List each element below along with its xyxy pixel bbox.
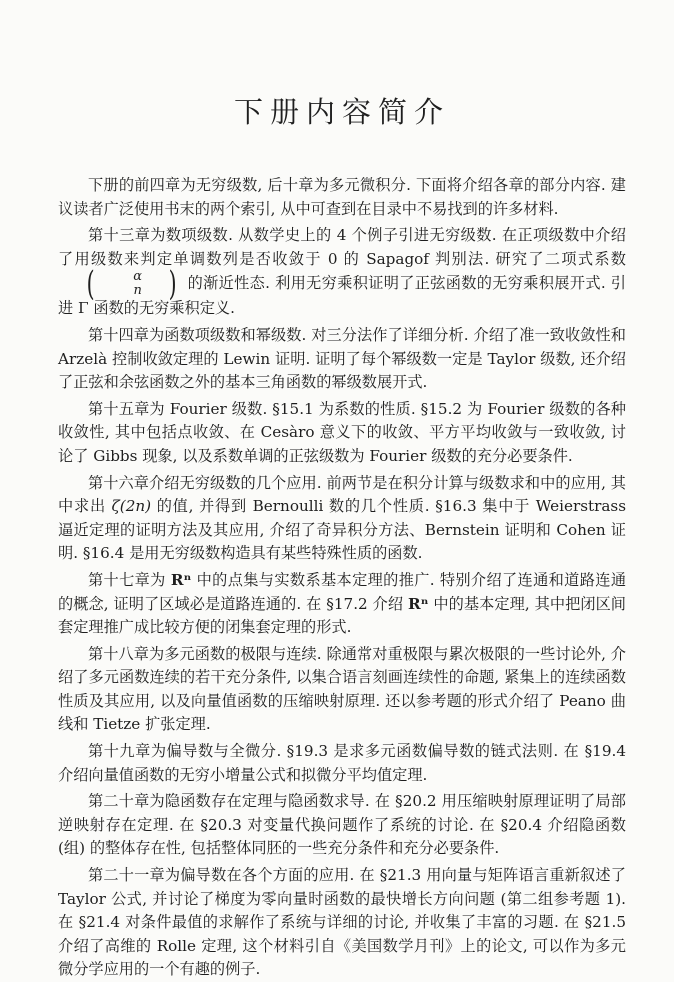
paragraph-ch13-part2: 的渐近性态. 利用无穷乘积证明了正弦函数的无穷乘积展开式. 引进 Γ 函数的无穷乘积定义. xyxy=(58,274,626,318)
paragraph-ch13-part1: 第十三章为数项级数. 从数学史上的 4 个例子引进无穷级数. 在正项级数中介绍了用级数来判定单调数列是否收敛于 0 的 Sapagof 判别法. 研究了二项式系数 xyxy=(58,226,626,268)
page-title: 下册内容简介 xyxy=(233,95,450,129)
paragraph-ch18: 第十八章为多元函数的极限与连续. 除通常对重极限与累次极限的一些讨论外, 介绍了多元函数连续的若干充分条件, 以集合语言刻画连续性的命题, 紧集上的连续函数性质及其应用, 以及向量值函数的压缩映射原理. 还以参考题的形式介绍了 Peano 曲线和 Tietze 扩张定理. xyxy=(58,644,626,734)
rn-symbol-2: Rⁿ xyxy=(407,594,429,613)
paragraph-ch17-part3: 中的基本定理, 其中把闭区间套定理推广成比较方便的闭集套定理的形式. xyxy=(58,594,626,637)
paragraph-ch21: 第二十一章为偏导数在各个方面的应用. 在 §21.3 用向量与矩阵语言重新叙述了 Taylor 公式, 并讨论了梯度为零向量时函数的最快增长方向问题 (第二组参考题 1). 在 §21.4 对条件最值的求解作了系统与详细的讨论, 并收集了丰富的习题. 在 §21.5 介绍了高维的 Rolle 定理, 这个材料引自《美国数学月刊》上的论文, 可以作为多元微分学应用的一个有趣的例子. xyxy=(58,866,626,979)
paragraph-ch16 xyxy=(58,472,626,566)
paragraph-ch13 xyxy=(58,224,626,321)
binom-top: α xyxy=(133,269,143,285)
paragraph-ch15: 第十五章为 Fourier 级数. §15.1 为系数的性质. §15.2 为 Fourier 级数的各种收敛性, 其中包括点收敛、在 Cesàro 意义下的收敛、平方平均收敛与一致收敛, 讨论了 Gibbs 现象, 以及系数单调的正弦级数为 Fourier 级数的充分必要条件. xyxy=(58,399,626,465)
binomial-coefficient: ( α n ) xyxy=(86,264,177,305)
binom-bottom: n xyxy=(133,283,142,299)
paragraph-intro: 下册的前四章为无穷级数, 后十章为多元微积分. 下面将介绍各章的部分内容. 建议读者广泛使用书末的两个索引, 从中可查到在目录中不易找到的许多材料. xyxy=(58,176,626,218)
paragraph-ch20: 第二十章为隐函数存在定理与隐函数求导. 在 §20.2 用压缩映射原理证明了局部逆映射存在定理. 在 §20.3 对变量代换问题作了系统的讨论. 在 §20.4 介绍隐函数 (组) 的整体存在性, 包括整体同胚的一些充分条件和充分必要条件. xyxy=(58,792,626,858)
paragraph-ch16-part2: 的值, 并得到 Bernoulli 数的几个性质. §16.3 集中于 Weierstrass 逼近定理的证明方法及其应用, 介绍了奇异积分方法、Bernstein 证明和 Cohen 证明. §16.4 是用无穷级数构造具有某些特殊性质的函数. xyxy=(58,497,627,563)
paragraph-ch17 xyxy=(58,569,626,640)
paragraph-ch14: 第十四章为函数项级数和幂级数. 对三分法作了详细分析. 介绍了准一致收敛性和 Arzelà 控制收敛定理的 Lewin 证明. 证明了每个幂级数一定是 Taylor 级数, 还介绍了正弦和余弦函数之外的基本三角函数的幂级数展开式. xyxy=(58,325,626,392)
paragraph-ch17-part1: 第十七章为 xyxy=(88,570,166,589)
paragraph-ch19: 第十九章为偏导数与全微分. §19.3 是求多元函数偏导数的链式法则. 在 §19.4 介绍向量值函数的无穷小增量公式和拟微分平均值定理. xyxy=(58,742,626,784)
paragraph-ch16-part1: 第十六章介绍无穷级数的几个应用. 前两节是在积分计算与级数求和中的应用, 其中求出 xyxy=(58,473,626,516)
rn-symbol: Rⁿ xyxy=(170,570,192,589)
zeta-expression: ζ(2n) xyxy=(111,497,152,516)
body-text xyxy=(58,174,626,982)
paragraph-ch17-part2: 中的点集与实数系基本定理的推广. 特别介绍了连通和道路连通的概念, 证明了区域必是道路连通的. 在 §17.2 介绍 xyxy=(58,570,627,613)
